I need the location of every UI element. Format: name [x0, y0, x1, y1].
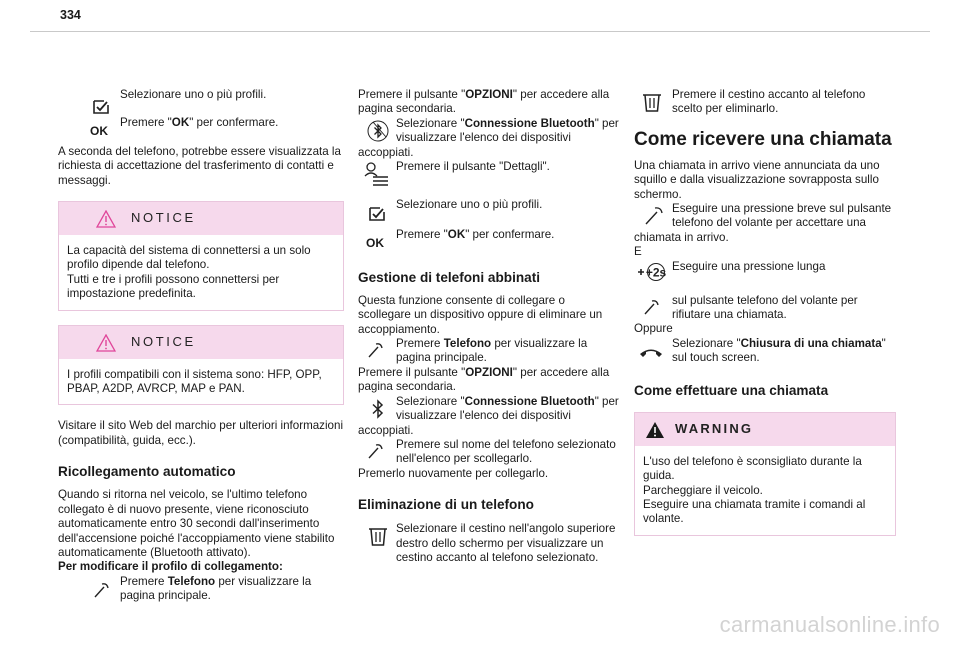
or-label: Oppure	[634, 322, 673, 336]
ok-icon: OK	[90, 124, 108, 139]
options-step: Premere il pulsante "OPZIONI" per accedere alla pagina secondaria.	[358, 88, 610, 116]
long-press-step: +2s Eseguire una pressione lunga	[634, 260, 896, 290]
notice-title: NOTICE	[131, 333, 196, 349]
step-select-profiles-2: Selezionare uno o più profili.	[358, 198, 620, 212]
notice-box-1: NOTICE La capacità del sistema di connettersi a un solo profilo dipende dal telefono. Tutti e tre i profili possono connettersi per impostazione predefinita.	[58, 201, 344, 311]
receive-call-text: Una chiamata in arrivo viene annunciata da uno squillo e dalla visualizzazione sovrapposta sullo schermo.	[634, 158, 880, 201]
touch-tap-icon	[366, 341, 384, 359]
short-press-step: Eseguire una pressione breve sul pulsante telefono del volante per accettare una chiamata in arrivo.	[634, 202, 892, 244]
details-step: Premere il pulsante "Dettagli".	[358, 160, 620, 196]
brand-website-text: Visitare il sito Web del marchio per ulteriori informazioni (compatibilità, guida, ecc.).	[58, 419, 344, 447]
long-press-2s-icon	[636, 262, 668, 282]
trash-icon	[358, 522, 396, 552]
trash-icon	[640, 90, 664, 114]
trash-step: Selezionare il cestino nell'angolo superiore destro dello schermo per visualizzare un cestino accanto al telefono selezionato.	[358, 522, 620, 565]
step-press-name: Premere sul nome del telefono selezionato nell'elenco per scollegarlo.	[358, 438, 620, 467]
reject-step: sul pulsante telefono del volante per rifiutare una chiamata.	[634, 294, 896, 323]
heading-receive-call: Come ricevere una chiamata	[634, 128, 892, 150]
press-again-text: Premerlo nuovamente per collegarlo.	[358, 466, 549, 480]
header-divider	[30, 31, 930, 32]
bluetooth-step-2: Selezionare "Connessione Bluetooth" per visualizzare l'elenco dei dispositivi accoppiati.	[358, 394, 619, 437]
page-number: 334	[60, 8, 81, 22]
bluetooth-circle-icon	[358, 117, 396, 145]
warning-triangle-icon	[96, 210, 116, 228]
auto-reconnect-text: Quando si ritorna nel veicolo, se l'ultimo telefono collegato è di nuovo presente, viene riconosciuto automaticamente entro 30 secondi dall'inserimento dell'accensione poiché l'accoppiamento viene stabilito automaticamente (Bluetooth attivato).	[58, 488, 335, 559]
touch-tap-icon	[634, 202, 672, 230]
column-left	[58, 84, 344, 604]
step-confirm-ok-2: OK Premere "OK" per confermare.	[366, 228, 555, 251]
and-label: E	[634, 245, 642, 259]
bluetooth-step: Selezionare "Connessione Bluetooth" per visualizzare l'elenco dei dispositivi accoppiati.	[358, 116, 619, 159]
heading-manage-paired: Gestione di telefoni abbinati	[358, 269, 541, 285]
warning-box: WARNING L'uso del telefono è sconsigliato durante la guida. Parcheggiare il veicolo. Eseguire una chiamata tramite i comandi al volante.	[634, 412, 896, 536]
heading-make-call: Come effettuare una chiamata	[634, 382, 829, 398]
column-middle	[358, 84, 620, 565]
ok-icon: OK	[366, 236, 384, 251]
column-right	[634, 84, 896, 536]
bluetooth-icon	[358, 395, 396, 423]
svg-text:+2s: +2s	[645, 265, 667, 280]
checkbox-icon	[92, 97, 110, 115]
heading-auto-reconnect: Ricollegamento automatico	[58, 464, 236, 480]
warning-title: WARNING	[675, 420, 754, 436]
warning-triangle-icon	[96, 334, 116, 352]
hang-up-icon	[638, 345, 664, 359]
heading-delete-phone: Eliminazione di un telefono	[358, 497, 534, 513]
details-list-icon	[362, 160, 390, 188]
notice-title: NOTICE	[131, 210, 196, 226]
options-step-2: Premere il pulsante "OPZIONI" per accedere alla pagina secondaria.	[358, 365, 610, 394]
warning-triangle-icon	[645, 421, 665, 439]
step-press-telefono-2: Premere Telefono per visualizzare la pagina principale.	[358, 337, 620, 366]
step-select-profiles: Selezionare uno o più profili.	[58, 88, 344, 102]
modify-profile-heading: Per modificare il profilo di collegamento:	[58, 560, 283, 574]
checkbox-icon	[368, 204, 386, 222]
phone-acceptance-text: A seconda del telefono, potrebbe essere visualizzata la richiesta di accettazione del trasferimento di contatti e messaggi.	[58, 144, 341, 187]
trash-delete-step: Premere il cestino accanto al telefono scelto per eliminarlo.	[634, 88, 896, 117]
touch-tap-icon	[642, 298, 660, 316]
step-press-telefono: Premere Telefono per visualizzare la pagina principale.	[58, 575, 344, 604]
watermark: carmanualsonline.info	[719, 612, 940, 637]
touch-tap-icon	[366, 442, 384, 460]
notice-box-2: NOTICE I profili compatibili con il sistema sono: HFP, OPP, PBAP, A2DP, AVRCP, MAP e PAN.	[58, 325, 344, 406]
step-confirm-ok: OK Premere "OK" per confermare.	[58, 116, 344, 130]
manage-paired-text: Questa funzione consente di collegare o scollegare un dispositivo oppure di eliminare un accoppiamento.	[358, 293, 603, 336]
hangup-step: Selezionare "Chiusura di una chiamata" sul touch screen.	[634, 337, 896, 366]
touch-tap-icon	[92, 581, 110, 599]
